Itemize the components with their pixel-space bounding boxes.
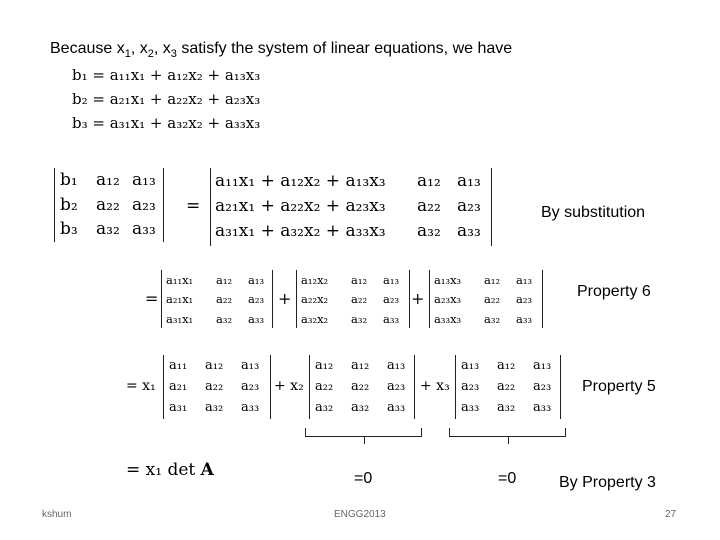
matrix-entry: a₁₂x₂ <box>301 272 329 287</box>
matrix-entry: a₂₃ <box>248 292 265 307</box>
matrix-entry: a₂₂ <box>497 379 516 394</box>
matrix-entry: a₃₂x₂ <box>301 311 329 326</box>
matrix-entry: a₁₂ <box>351 272 368 287</box>
matrix-entry: a₁₂ <box>216 272 233 287</box>
step2-determinant-3 <box>429 270 543 328</box>
footer-course: ENGG2013 <box>334 509 386 520</box>
matrix-entry: a₃₂ <box>351 311 368 326</box>
matrix-entry: a₃₃x₃ <box>434 311 462 326</box>
matrix-entry: a₁₃ <box>457 170 481 191</box>
matrix-entry: a₃₃ <box>457 220 481 241</box>
matrix-entry: a₂₂ <box>216 292 233 307</box>
matrix-entry: a₃₃ <box>248 311 265 326</box>
matrix-entry: a₂₃x₃ <box>434 292 462 307</box>
step3-determinant-3 <box>455 355 561 419</box>
matrix-entry: a₂₁ <box>169 379 188 394</box>
step2-plus-2: + <box>411 289 425 308</box>
step1-equals: = <box>186 196 201 216</box>
matrix-entry: a₃₂ <box>484 311 501 326</box>
matrix-entry: a₁₁ <box>169 358 188 373</box>
matrix-entry: a₃₁x₁ <box>166 311 194 326</box>
step3-equals-x1: = x₁ <box>126 378 156 394</box>
matrix-entry: a₁₃ <box>248 272 265 287</box>
linear-system <box>72 63 260 135</box>
matrix-entry: a₂₃ <box>533 379 552 394</box>
step1-left-determinant <box>54 168 164 242</box>
matrix-entry: a₂₃ <box>516 292 533 307</box>
step2-equals: = <box>145 289 159 308</box>
matrix-entry: a₁₂ <box>497 358 516 373</box>
step1-label: By substitution <box>541 204 646 221</box>
matrix-entry: a₁₂ <box>205 358 224 373</box>
matrix-entry: a₂₁x₁ <box>166 292 194 307</box>
step1-right-determinant <box>210 168 492 246</box>
matrix-entry: a₁₁x₁ <box>166 272 194 287</box>
intro-sentence: Because $x_1$, $x_2$, $x_3$ satisfy the system of linear equations, we have <box>50 40 513 61</box>
matrix-entry: a₃₃ <box>533 400 552 415</box>
step3-plus-x3: + x₃ <box>420 378 450 394</box>
matrix-entry: a₂₂ <box>315 379 334 394</box>
matrix-entry: a₂₃ <box>132 194 156 215</box>
matrix-entry: a₂₁x₁ + a₂₂x₂ + a₂₃x₃ <box>215 195 386 216</box>
matrix-entry: a₃₂ <box>417 220 441 241</box>
matrix-entry: a₂₂ <box>96 194 120 215</box>
matrix-entry: a₁₂ <box>484 272 501 287</box>
matrix-entry: a₁₃ <box>461 358 480 373</box>
matrix-entry: a₂₃ <box>383 292 400 307</box>
matrix-entry: a₁₃ <box>383 272 400 287</box>
matrix-entry: a₃₃ <box>132 219 156 240</box>
matrix-entry: a₃₃ <box>387 400 406 415</box>
matrix-entry: a₃₃ <box>516 311 533 326</box>
step4-label: By Property 3 <box>559 474 656 491</box>
equation-3: b₃ = a₃₁x₁ + a₃₂x₂ + a₃₃x₃ <box>72 114 261 132</box>
brace-under-determinant-2 <box>305 428 422 437</box>
step2-label: Property 6 <box>577 283 651 300</box>
matrix-entry: a₂₂x₂ <box>301 292 329 307</box>
matrix-entry: a₂₃ <box>457 195 481 216</box>
matrix-entry: a₃₃ <box>461 400 480 415</box>
matrix-entry: b₂ <box>60 194 78 215</box>
step3-plus-x2: + x₂ <box>274 378 304 394</box>
matrix-entry: a₁₂ <box>351 358 370 373</box>
matrix-entry: a₂₂ <box>205 379 224 394</box>
step3-label: Property 5 <box>582 378 656 395</box>
footer-author: kshum <box>42 509 72 520</box>
matrix-entry: a₁₃ <box>132 170 156 191</box>
matrix-entry: a₃₂ <box>315 400 334 415</box>
step2-determinant-1 <box>161 270 273 328</box>
matrix-entry: a₃₁x₁ + a₃₂x₂ + a₃₃x₃ <box>215 220 386 241</box>
matrix-entry: a₂₂ <box>417 195 441 216</box>
step2-plus-1: + <box>278 289 292 308</box>
matrix-entry: a₃₃ <box>241 400 260 415</box>
matrix-entry: a₁₃ <box>516 272 533 287</box>
matrix-entry: a₃₂ <box>497 400 516 415</box>
equation-2: b₂ = a₂₁x₁ + a₂₂x₂ + a₂₃x₃ <box>72 90 261 108</box>
footer-page-number: 27 <box>665 509 677 520</box>
matrix-entry: a₃₂ <box>216 311 233 326</box>
matrix-entry: a₁₂ <box>96 170 120 191</box>
zero-label-2: =0 <box>498 470 517 487</box>
matrix-entry: b₁ <box>60 170 78 191</box>
matrix-entry: a₃₁ <box>169 400 188 415</box>
matrix-entry: a₂₂ <box>484 292 501 307</box>
zero-label-1: =0 <box>354 470 373 487</box>
matrix-entry: a₁₂ <box>417 170 441 191</box>
step3-determinant-2 <box>309 355 415 419</box>
matrix-entry: a₂₂ <box>351 379 370 394</box>
matrix-entry: a₂₂ <box>351 292 368 307</box>
matrix-entry: b₃ <box>60 219 78 240</box>
matrix-entry: a₁₃ <box>387 358 406 373</box>
matrix-entry: a₁₃ <box>533 358 552 373</box>
matrix-entry: a₃₂ <box>96 219 120 240</box>
brace-under-determinant-3 <box>449 428 566 437</box>
matrix-entry: a₁₃ <box>241 358 260 373</box>
matrix-entry: a₁₃x₃ <box>434 272 462 287</box>
matrix-entry: a₃₂ <box>351 400 370 415</box>
matrix-entry: a₂₃ <box>387 379 406 394</box>
step2-determinant-2 <box>296 270 410 328</box>
matrix-entry: a₁₂ <box>315 358 334 373</box>
matrix-entry: a₃₃ <box>383 311 400 326</box>
equation-1: b₁ = a₁₁x₁ + a₁₂x₂ + a₁₃x₃ <box>72 66 261 84</box>
step3-determinant-1 <box>163 355 271 419</box>
matrix-entry: a₂₃ <box>241 379 260 394</box>
result-expression: = x₁ det A <box>126 460 214 480</box>
matrix-entry: a₂₃ <box>461 379 480 394</box>
matrix-entry: a₃₂ <box>205 400 224 415</box>
matrix-entry: a₁₁x₁ + a₁₂x₂ + a₁₃x₃ <box>215 170 386 191</box>
